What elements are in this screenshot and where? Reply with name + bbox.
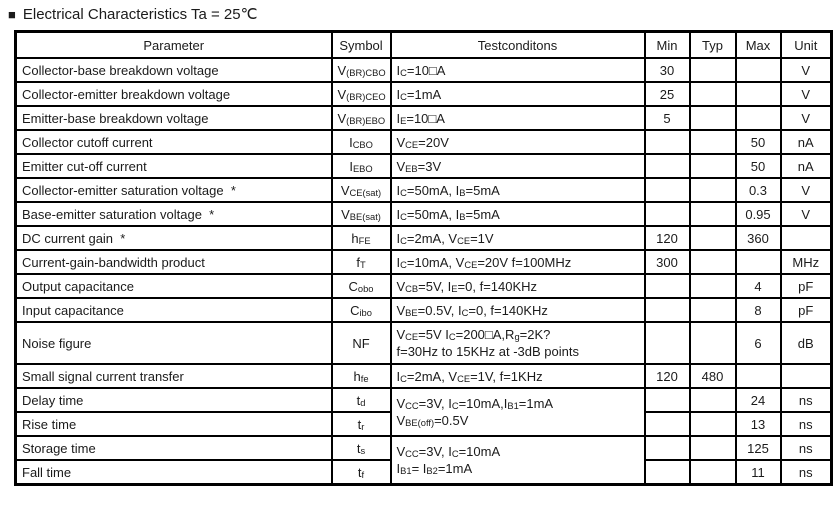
- cond-cell: $I_C=2mA$, $V_{CE}=1V$, f=1KHz: [391, 364, 645, 388]
- min-cell: [645, 130, 690, 154]
- param-cell: Collector cutoff current: [16, 130, 332, 154]
- cond-line: $I_{B1}= I_{B2}=1mA$: [396, 461, 473, 476]
- min-cell: [645, 298, 690, 322]
- param-cell: Current-gain-bandwidth product: [16, 250, 332, 274]
- min-cell: 120: [645, 226, 690, 250]
- typ-cell: [690, 274, 736, 298]
- cond-cell: $V_{BE}=0.5V$, $I_C=0$, f=140KHz: [391, 298, 645, 322]
- cond-cell: $I_C=10mA$, $V_{CE}=20V$ f=100MHz: [391, 250, 645, 274]
- typ-cell: [690, 436, 736, 460]
- table-row: [16, 364, 832, 388]
- unit-cell: [781, 364, 832, 388]
- param-cell: Storage time: [16, 436, 332, 460]
- typ-cell: [690, 412, 736, 436]
- max-cell: 4: [736, 274, 781, 298]
- table-row: [16, 250, 832, 274]
- typ-cell: [690, 130, 736, 154]
- max-cell: [736, 82, 781, 106]
- typ-cell: [690, 388, 736, 412]
- table-row: [16, 58, 832, 82]
- max-cell: 0.3: [736, 178, 781, 202]
- header-unit: Unit: [781, 32, 832, 59]
- cond-cell: [391, 436, 645, 485]
- symbol-cell: $V_{CE(sat)}$: [332, 178, 391, 202]
- unit-cell: nA: [781, 154, 832, 178]
- param-cell: Collector-base breakdown voltage: [16, 58, 332, 82]
- min-cell: 30: [645, 58, 690, 82]
- unit-cell: ns: [781, 388, 832, 412]
- typ-cell: [690, 322, 736, 364]
- symbol-cell: $C_{ibo}$: [332, 298, 391, 322]
- typ-cell: [690, 250, 736, 274]
- cond-cell: $V_{CE}=20V$: [391, 130, 645, 154]
- min-cell: [645, 436, 690, 460]
- min-cell: [645, 388, 690, 412]
- param-cell: Input capacitance: [16, 298, 332, 322]
- symbol-cell: $t_s$: [332, 436, 391, 460]
- table-row: [16, 82, 832, 106]
- electrical-characteristics-table: [14, 30, 833, 486]
- typ-cell: [690, 460, 736, 485]
- symbol-cell: $I_{EBO}$: [332, 154, 391, 178]
- typ-cell: [690, 58, 736, 82]
- max-cell: [736, 58, 781, 82]
- max-cell: [736, 106, 781, 130]
- param-cell: Base-emitter saturation voltage *: [16, 202, 332, 226]
- max-cell: 13: [736, 412, 781, 436]
- unit-cell: pF: [781, 274, 832, 298]
- typ-cell: [690, 82, 736, 106]
- unit-cell: V: [781, 82, 832, 106]
- max-cell: 360: [736, 226, 781, 250]
- symbol-cell: $t_r$: [332, 412, 391, 436]
- cond-cell: $I_C=10□A$: [391, 58, 645, 82]
- section-title-text: Electrical Characteristics Ta = 25℃: [22, 6, 258, 23]
- table-row: [16, 436, 832, 460]
- symbol-cell: $V_{BE(sat)}$: [332, 202, 391, 226]
- symbol-cell: $I_{CBO}$: [332, 130, 391, 154]
- table-row: [16, 106, 832, 130]
- unit-cell: ns: [781, 436, 832, 460]
- unit-cell: ns: [781, 412, 832, 436]
- unit-cell: V: [781, 202, 832, 226]
- cond-cell: $I_C=1mA$: [391, 82, 645, 106]
- cond-line: f=30Hz to 15KHz at -3dB points: [396, 344, 579, 359]
- param-cell: DC current gain *: [16, 226, 332, 250]
- typ-cell: [690, 202, 736, 226]
- min-cell: [645, 178, 690, 202]
- param-cell: Output capacitance: [16, 274, 332, 298]
- section-title: [8, 5, 257, 23]
- max-cell: 0.95: [736, 202, 781, 226]
- max-cell: 50: [736, 130, 781, 154]
- typ-cell: [690, 106, 736, 130]
- max-cell: 6: [736, 322, 781, 364]
- unit-cell: dB: [781, 322, 832, 364]
- param-cell: Emitter-base breakdown voltage: [16, 106, 332, 130]
- param-cell: Noise figure: [16, 322, 332, 364]
- param-cell: Fall time: [16, 460, 332, 485]
- cond-cell: [391, 322, 645, 364]
- max-cell: 8: [736, 298, 781, 322]
- unit-cell: nA: [781, 130, 832, 154]
- symbol-cell: $t_f$: [332, 460, 391, 485]
- min-cell: [645, 154, 690, 178]
- max-cell: [736, 250, 781, 274]
- min-cell: 25: [645, 82, 690, 106]
- cond-cell: $I_C=2mA$, $V_{CE}=1V$: [391, 226, 645, 250]
- max-cell: [736, 364, 781, 388]
- min-cell: [645, 202, 690, 226]
- symbol-cell: $V_{(BR)CBO}$: [332, 58, 391, 82]
- cond-cell: $V_{EB}=3V$: [391, 154, 645, 178]
- header-max: Max: [736, 32, 781, 59]
- unit-cell: [781, 226, 832, 250]
- typ-cell: [690, 154, 736, 178]
- unit-cell: V: [781, 178, 832, 202]
- max-cell: 50: [736, 154, 781, 178]
- table-row: [16, 130, 832, 154]
- cond-line: $V_{BE(off)}=0.5V$: [396, 413, 469, 428]
- typ-cell: [690, 298, 736, 322]
- cond-cell: $I_E=10□A$: [391, 106, 645, 130]
- table-row: [16, 298, 832, 322]
- min-cell: [645, 274, 690, 298]
- max-cell: 24: [736, 388, 781, 412]
- square-bullet-icon: ■: [8, 6, 16, 22]
- table-row: [16, 154, 832, 178]
- typ-cell: [690, 226, 736, 250]
- unit-cell: MHz: [781, 250, 832, 274]
- param-cell: Collector-emitter breakdown voltage: [16, 82, 332, 106]
- table-row: [16, 226, 832, 250]
- symbol-cell: $C_{obo}$: [332, 274, 391, 298]
- unit-cell: pF: [781, 298, 832, 322]
- min-cell: 5: [645, 106, 690, 130]
- table-row: [16, 322, 832, 364]
- table-row: [16, 178, 832, 202]
- max-cell: 125: [736, 436, 781, 460]
- min-cell: 300: [645, 250, 690, 274]
- cond-line: $V_{CE}=5V$ $I_C=200□A,R_g=2K$?: [396, 327, 551, 342]
- header-testconditions: Testconditons: [391, 32, 645, 59]
- symbol-cell: $t_d$: [332, 388, 391, 412]
- symbol-cell: $f_T$: [332, 250, 391, 274]
- symbol-cell: $V_{(BR)CEO}$: [332, 82, 391, 106]
- cond-cell: $I_C=50mA$, $I_B=5mA$: [391, 178, 645, 202]
- param-cell: Small signal current transfer: [16, 364, 332, 388]
- header-symbol: Symbol: [332, 32, 391, 59]
- cond-cell: $V_{CB}=5V$, $I_E=0$, f=140KHz: [391, 274, 645, 298]
- symbol-cell: $V_{(BR)EBO}$: [332, 106, 391, 130]
- cond-cell: $I_C=50mA$, $I_B=5mA$: [391, 202, 645, 226]
- unit-cell: V: [781, 106, 832, 130]
- typ-cell: 480: [690, 364, 736, 388]
- typ-cell: [690, 178, 736, 202]
- min-cell: [645, 412, 690, 436]
- unit-cell: V: [781, 58, 832, 82]
- symbol-cell: NF: [332, 322, 391, 364]
- symbol-cell: $h_{FE}$: [332, 226, 391, 250]
- min-cell: [645, 322, 690, 364]
- max-cell: 11: [736, 460, 781, 485]
- min-cell: 120: [645, 364, 690, 388]
- param-cell: Emitter cut-off current: [16, 154, 332, 178]
- param-cell: Delay time: [16, 388, 332, 412]
- cond-line: $V_{CC}=3V$, $I_C=10mA$: [396, 444, 501, 459]
- param-cell: Collector-emitter saturation voltage *: [16, 178, 332, 202]
- cond-line: $V_{CC}=3V$, $I_C=10mA,I_{B1}=1mA$: [396, 396, 554, 411]
- header-typ: Typ: [690, 32, 736, 59]
- header-parameter: Parameter: [16, 32, 332, 59]
- min-cell: [645, 460, 690, 485]
- symbol-cell: $h_{fe}$: [332, 364, 391, 388]
- unit-cell: ns: [781, 460, 832, 485]
- table-row: [16, 388, 832, 412]
- header-min: Min: [645, 32, 690, 59]
- param-cell: Rise time: [16, 412, 332, 436]
- table-row: [16, 274, 832, 298]
- cond-cell: [391, 388, 645, 436]
- header-row: [16, 32, 832, 59]
- table-row: [16, 202, 832, 226]
